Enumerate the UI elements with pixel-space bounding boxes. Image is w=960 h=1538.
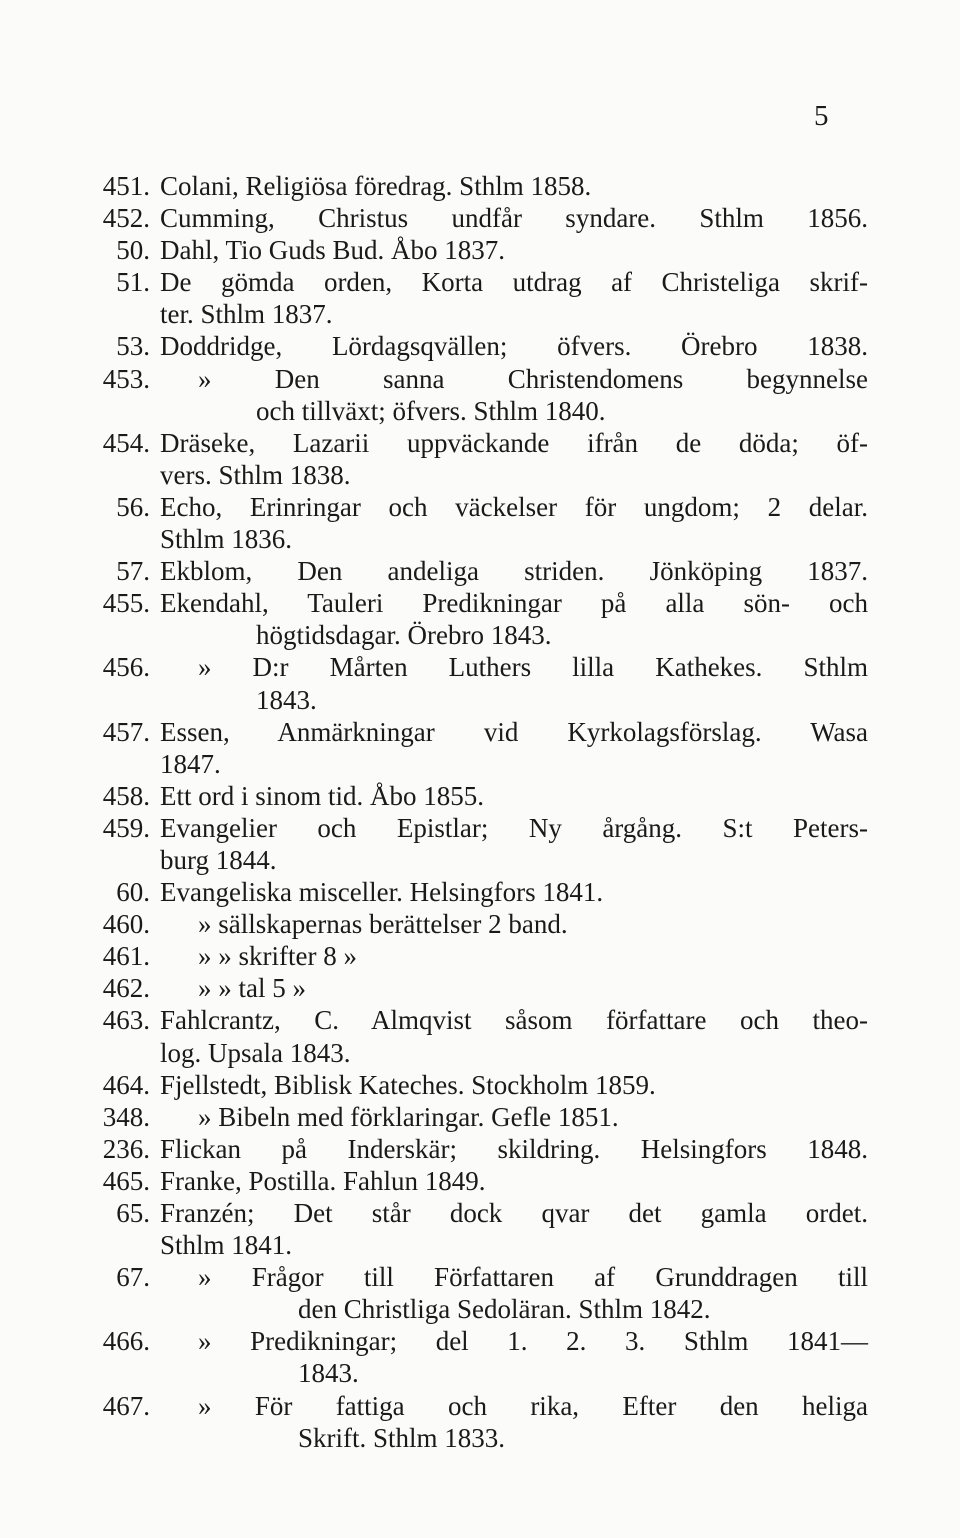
catalog-line bbox=[88, 844, 868, 876]
entry-text: Sthlm 1841. bbox=[160, 1230, 293, 1261]
entry-text: » Bibeln med förklaringar. Gefle 1851. bbox=[198, 1101, 619, 1132]
entry-text: Doddridge, Lördagsqvällen; öfvers. Örebro 1838. bbox=[160, 331, 868, 362]
entry-text: Evangelier och Epistlar; Ny årgång. S:t Peters- bbox=[160, 812, 868, 843]
entry-text: Flickan på Inderskär; skildring. Helsingfors 1848. bbox=[160, 1133, 868, 1164]
entry-number: 459. bbox=[102, 812, 150, 843]
entry-text: högtidsdagar. Örebro 1843. bbox=[256, 620, 552, 651]
catalog-line bbox=[88, 940, 868, 972]
entry-text: Fahlcrantz, C. Almqvist såsom författare och theo- bbox=[160, 1005, 868, 1036]
catalog-line bbox=[88, 812, 868, 844]
catalog-line bbox=[88, 555, 868, 587]
entry-text: Ekendahl, Tauleri Predikningar på alla sön- och bbox=[160, 588, 868, 619]
catalog-line bbox=[88, 1261, 868, 1293]
entry-number: 53. bbox=[116, 331, 150, 362]
entry-number: 57. bbox=[116, 556, 150, 587]
catalog-line bbox=[88, 330, 868, 362]
entry-number: 458. bbox=[102, 780, 150, 811]
catalog-line bbox=[88, 748, 868, 780]
entry-text: » sällskapernas berättelser 2 band. bbox=[198, 909, 568, 940]
catalog-line bbox=[88, 1390, 868, 1422]
entry-number: 453. bbox=[102, 363, 150, 394]
catalog-line bbox=[88, 1165, 868, 1197]
entry-text: log. Upsala 1843. bbox=[160, 1037, 351, 1068]
catalog-line bbox=[88, 1004, 868, 1036]
entry-number: 457. bbox=[102, 716, 150, 747]
catalog-line bbox=[88, 1197, 868, 1229]
catalog-line bbox=[88, 491, 868, 523]
catalog-line bbox=[88, 459, 868, 491]
catalog-line bbox=[88, 1293, 868, 1325]
entry-number: 451. bbox=[102, 171, 150, 201]
entry-text: Echo, Erinringar och väckelser för ungdom; 2 delar. bbox=[160, 491, 868, 522]
entry-text: » För fattiga och rika, Efter den heliga bbox=[198, 1390, 868, 1421]
entry-text: Sthlm 1836. bbox=[160, 524, 293, 555]
catalog-line bbox=[88, 266, 868, 298]
entry-number: 464. bbox=[102, 1069, 150, 1100]
catalog-line bbox=[88, 170, 868, 202]
catalog-line bbox=[88, 1325, 868, 1357]
catalog-line bbox=[88, 1357, 868, 1389]
entry-number: 67. bbox=[116, 1262, 150, 1293]
catalog-line bbox=[88, 876, 868, 908]
catalog-line bbox=[88, 587, 868, 619]
catalog-line bbox=[88, 972, 868, 1004]
entry-number: 462. bbox=[102, 973, 150, 1004]
catalog-line bbox=[88, 234, 868, 266]
entry-text: Fjellstedt, Biblisk Kateches. Stockholm 1859. bbox=[160, 1069, 656, 1100]
entry-number: 461. bbox=[102, 941, 150, 972]
entry-text: vers. Sthlm 1838. bbox=[160, 459, 351, 490]
catalog-line bbox=[88, 619, 868, 651]
catalog-line bbox=[88, 908, 868, 940]
entry-text: 1847. bbox=[160, 748, 221, 779]
entry-text: Colani, Religiösa föredrag. Sthlm 1858. bbox=[160, 171, 592, 201]
catalog-line bbox=[88, 1069, 868, 1101]
page-number: 5 bbox=[814, 100, 829, 132]
entry-number: 463. bbox=[102, 1005, 150, 1036]
entry-text: » Predikningar; del 1. 2. 3. Sthlm 1841— bbox=[198, 1326, 868, 1357]
catalog-line bbox=[88, 1133, 868, 1165]
catalog-line bbox=[88, 1101, 868, 1133]
entry-text: 1843. bbox=[298, 1358, 359, 1389]
catalog-line bbox=[88, 1422, 868, 1454]
entry-text: Dahl, Tio Guds Bud. Åbo 1837. bbox=[160, 235, 506, 266]
catalog-line bbox=[88, 780, 868, 812]
catalog-line bbox=[88, 523, 868, 555]
catalog-line bbox=[88, 1229, 868, 1261]
entry-number: 236. bbox=[102, 1133, 150, 1164]
entry-number: 455. bbox=[102, 588, 150, 619]
entry-text: » » tal 5 » bbox=[198, 973, 306, 1004]
entry-text: Franzén; Det står dock qvar det gamla ordet. bbox=[160, 1198, 868, 1228]
entry-number: 454. bbox=[102, 427, 150, 458]
catalog-line bbox=[88, 716, 868, 748]
entry-number: 456. bbox=[102, 652, 150, 683]
entry-text: 1843. bbox=[256, 684, 317, 715]
entry-text: Franke, Postilla. Fahlun 1849. bbox=[160, 1165, 486, 1196]
catalog-entries bbox=[88, 170, 868, 1454]
entry-text: Ett ord i sinom tid. Åbo 1855. bbox=[160, 780, 484, 811]
catalog-line bbox=[88, 427, 868, 459]
entry-number: 348. bbox=[102, 1101, 150, 1132]
catalog-line bbox=[88, 395, 868, 427]
entry-number: 51. bbox=[116, 267, 150, 298]
catalog-line bbox=[88, 202, 868, 234]
entry-text: » Den sanna Christendomens begynnelse bbox=[198, 363, 868, 394]
entry-number: 467. bbox=[102, 1390, 150, 1421]
catalog-line bbox=[88, 298, 868, 330]
entry-number: 60. bbox=[116, 877, 150, 908]
catalog-line bbox=[88, 363, 868, 395]
entry-number: 452. bbox=[102, 203, 150, 234]
entry-number: 465. bbox=[102, 1165, 150, 1196]
entry-text: » Frågor till Författaren af Grunddragen till bbox=[198, 1262, 868, 1293]
entry-text: » » skrifter 8 » bbox=[198, 941, 357, 972]
entry-text: burg 1844. bbox=[160, 844, 277, 875]
catalog-line bbox=[88, 1037, 868, 1069]
entry-text: Dräseke, Lazarii uppväckande ifrån de döda; öf- bbox=[160, 427, 868, 458]
entry-text: Ekblom, Den andeliga striden. Jönköping 1837. bbox=[160, 556, 868, 587]
entry-number: 65. bbox=[116, 1198, 150, 1228]
entry-text: Essen, Anmärkningar vid Kyrkolagsförslag. Wasa bbox=[160, 716, 868, 747]
entry-text: ter. Sthlm 1837. bbox=[160, 299, 333, 330]
entry-text: den Christliga Sedoläran. Sthlm 1842. bbox=[298, 1294, 711, 1325]
catalog-line bbox=[88, 684, 868, 716]
entry-text: Skrift. Sthlm 1833. bbox=[298, 1422, 506, 1453]
entry-number: 50. bbox=[116, 235, 150, 266]
catalog-line bbox=[88, 651, 868, 683]
entry-text: » D:r Mårten Luthers lilla Kathekes. Sthlm bbox=[198, 652, 868, 683]
entry-number: 466. bbox=[102, 1326, 150, 1357]
entry-number: 56. bbox=[116, 491, 150, 522]
entry-number: 460. bbox=[102, 909, 150, 940]
entry-text: Cumming, Christus undfår syndare. Sthlm 1856. bbox=[160, 203, 868, 234]
entry-text: De gömda orden, Korta utdrag af Christeliga skrif- bbox=[160, 267, 868, 298]
entry-text: Evangeliska misceller. Helsingfors 1841. bbox=[160, 877, 604, 908]
entry-text: och tillväxt; öfvers. Sthlm 1840. bbox=[256, 395, 606, 426]
